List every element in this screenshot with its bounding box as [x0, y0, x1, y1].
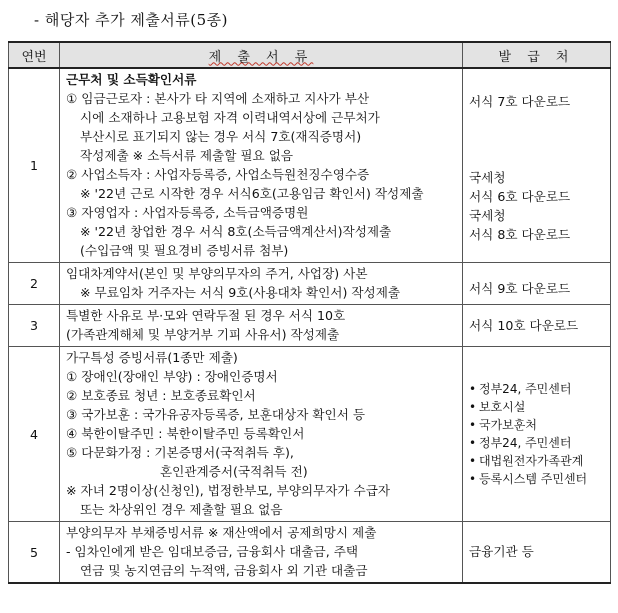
- doc-line: ② 사업소득자 : 사업자등록증, 사업소득원천징수영수증: [66, 167, 370, 182]
- doc-line: (수입금액 및 필요경비 증빙서류 첨부): [80, 243, 289, 258]
- issuer-line: 서식 10호 다운로드: [469, 317, 579, 333]
- row-docs: [60, 263, 463, 305]
- header-issuer: 발 급 처: [463, 42, 611, 68]
- doc-line: ② 보호종료 청년 : 보호종료확인서: [66, 388, 256, 403]
- issuer-line: 서식 6호 다운로드: [469, 189, 571, 204]
- list-item: • 정부24, 주민센터: [469, 434, 606, 452]
- issuer-line: 금융기관 등: [469, 544, 534, 559]
- doc-line: ※ 자녀 2명이상(신청인), 법정한부모, 부양의무자가 수급자: [66, 483, 391, 498]
- row-number: 2: [9, 263, 60, 305]
- row-issuer: [463, 522, 611, 584]
- doc-line: - 임차인에게 받은 임대보증금, 금융회사 대출금, 주택: [66, 544, 359, 559]
- table-row: [9, 68, 611, 263]
- doc-line: 작성제출 ※ 소득서류 제출할 필요 없음: [80, 148, 294, 163]
- doc-line: ③ 자영업자 : 사업자등록증, 소득금액증명원: [66, 205, 309, 220]
- table-row: [9, 522, 611, 584]
- doc-line: 특별한 사유로 부·모와 연락두절 된 경우 서식 10호: [66, 308, 346, 323]
- row-number: 1: [9, 68, 60, 263]
- doc-line: ④ 북한이탈주민 : 북한이탈주민 등록확인서: [66, 426, 305, 441]
- doc-line: ※ '22년 근로 시작한 경우 서식6호(고용임금 확인서) 작성제출: [80, 186, 424, 201]
- row-docs: [60, 347, 463, 522]
- table-row: [9, 263, 611, 305]
- doc-line: 또는 차상위인 경우 제출할 필요 없음: [80, 502, 283, 517]
- list-item-continuation: • 등록시스템 주민센터: [469, 470, 606, 488]
- doc-line: ③ 국가보훈 : 국가유공자등록증, 보훈대상자 확인서 등: [66, 407, 366, 422]
- list-item: • 정부24, 주민센터: [469, 380, 606, 398]
- table-row: [9, 305, 611, 347]
- row-title: 근무처 및 소득확인서류: [66, 72, 197, 87]
- doc-line: 가구특성 증빙서류(1종만 제출): [66, 350, 238, 365]
- doc-line: ※ '22년 창업한 경우 서식 8호(소득금액계산서)작성제출: [80, 224, 392, 239]
- doc-line: 부양의무자 부채증빙서류 ※ 재산액에서 공제희망시 제출: [66, 525, 377, 540]
- doc-line: ⑤ 다문화가정 : 기본증명서(국적취득 후),: [66, 445, 294, 460]
- doc-line: 혼인관계증서(국적취득 전): [160, 464, 308, 479]
- doc-line: 임대차계약서(본인 및 부양의무자의 주거, 사업장) 사본: [66, 266, 368, 281]
- row-issuer: [463, 347, 611, 522]
- list-item: • 보호시설: [469, 398, 606, 416]
- issuer-line: 서식 8호 다운로드: [469, 227, 571, 242]
- row-issuer: [463, 305, 611, 347]
- doc-line: 시에 소재하나 고용보험 자격 이력내역서상에 근무처가: [80, 110, 380, 125]
- row-docs: [60, 68, 463, 263]
- doc-line: ※ 무료임차 거주자는 서식 9호(사용대차 확인서) 작성제출: [80, 285, 401, 300]
- doc-line: 연금 및 농지연금의 누적액, 금융회사 외 기관 대출금: [80, 563, 368, 578]
- table-row: [9, 347, 611, 522]
- row-issuer: [463, 263, 611, 305]
- row-issuer: [463, 68, 611, 263]
- doc-line: ① 장애인(장애인 부양) : 장애인증명서: [66, 369, 278, 384]
- header-no: 연번: [9, 42, 60, 68]
- list-item: • 국가보훈처: [469, 416, 606, 434]
- issuer-list: [469, 380, 606, 488]
- header-docs: 제 출 서 류: [60, 42, 463, 68]
- doc-line: ① 임금근로자 : 본사가 타 지역에 소재하고 지사가 부산: [66, 91, 370, 106]
- row-number: 4: [9, 347, 60, 522]
- table-header-row: [9, 42, 611, 68]
- issuer-line: 서식 9호 다운로드: [469, 280, 571, 296]
- documents-table: [8, 41, 611, 584]
- doc-line: 부산시로 표기되지 않는 경우 서식 7호(재직증명서): [80, 129, 362, 144]
- issuer-line: 국세청: [469, 170, 506, 185]
- issuer-line: 서식 7호 다운로드: [469, 94, 571, 109]
- doc-line: (가족관계해체 및 부양거부 기피 사유서) 작성제출: [66, 327, 340, 342]
- section-heading: - 해당자 추가 제출서류(5종): [34, 11, 229, 29]
- row-docs: [60, 522, 463, 584]
- row-number: 5: [9, 522, 60, 584]
- row-docs: [60, 305, 463, 347]
- issuer-line: 국세청: [469, 208, 506, 223]
- row-number: 3: [9, 305, 60, 347]
- list-item: • 대법원전자가족관계: [469, 452, 606, 470]
